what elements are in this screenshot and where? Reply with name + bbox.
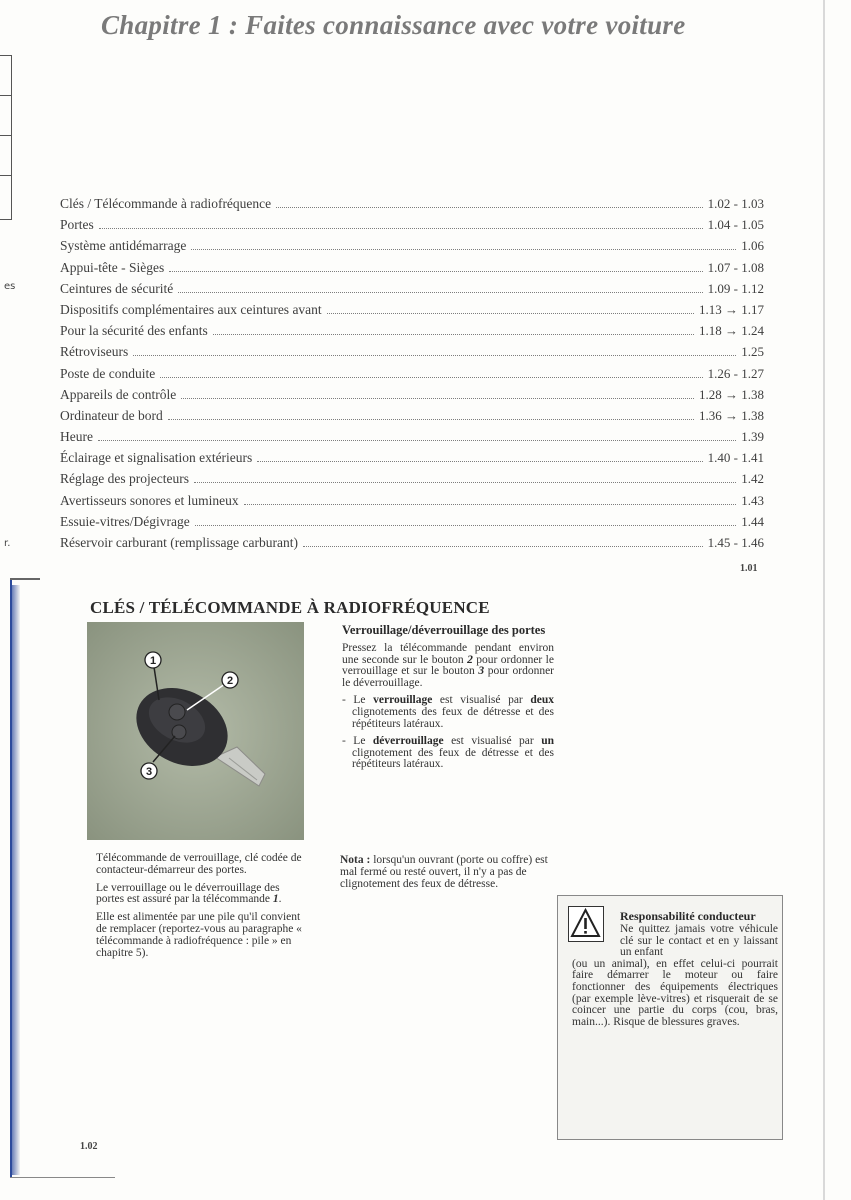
page-shadow (12, 585, 20, 1175)
toc-entry-label: Essuie-vitres/Dégivrage (60, 513, 190, 529)
toc-page-number: 1.01 (740, 563, 758, 574)
toc-entry[interactable] (60, 471, 764, 492)
page-number: 1.02 (80, 1141, 98, 1152)
binding-marks (0, 55, 14, 225)
toc-entry-pages: 1.39 (741, 429, 764, 445)
toc-entry-label: Dispositifs complémentaires aux ceintures avant (60, 301, 322, 317)
callout-2 (222, 672, 238, 688)
toc-entry[interactable] (60, 302, 764, 323)
toc-entry-pages: 1.04 - 1.05 (707, 217, 764, 233)
unlocking-bullet: - Le déverrouillage est visualisé par un clignotement des feux de détresse et des répétiteurs latéraux. (342, 735, 554, 771)
toc-entry-pages: 1.18 → 1.24 (699, 323, 764, 339)
table-of-contents (60, 196, 764, 556)
page-border (10, 578, 12, 1178)
toc-entry-label: Avertisseurs sonores et lumineux (60, 492, 239, 508)
toc-entry[interactable] (60, 429, 764, 450)
toc-entry[interactable] (60, 535, 764, 556)
photo-caption (96, 853, 306, 965)
toc-entry[interactable] (60, 387, 764, 408)
warning-title: Responsabilité conducteur (620, 909, 756, 923)
toc-entry-pages: 1.06 (741, 238, 764, 254)
toc-entry[interactable] (60, 323, 764, 344)
edge-fragment: es (4, 281, 16, 292)
toc-entry-label: Réglage des projecteurs (60, 471, 189, 487)
caption-paragraph: Télécommande de verrouillage, clé codée de contacteur-démarreur des portes. (96, 852, 302, 876)
toc-entry-label: Système antidémarrage (60, 238, 187, 254)
svg-text:1: 1 (149, 655, 157, 667)
locking-bullet: - Le verrouillage est visualisé par deux clignotements des feux de détresse et des répétiteurs latéraux. (342, 694, 554, 730)
toc-entry[interactable] (60, 281, 764, 302)
toc-entry[interactable] (60, 260, 764, 281)
toc-entry[interactable] (60, 514, 764, 535)
callout-3 (141, 763, 157, 779)
svg-text:3: 3 (145, 766, 153, 778)
toc-entry-label: Éclairage et signalisation extérieurs (60, 450, 253, 466)
toc-entry-pages: 1.09 - 1.12 (707, 280, 764, 296)
toc-entry-pages: 1.36 → 1.38 (699, 407, 764, 423)
toc-entry-pages: 1.42 (741, 471, 764, 487)
edge-fragment: r. (4, 538, 11, 549)
page-edge-rule (823, 0, 825, 1200)
warning-text: Ne quittez jamais votre véhicule clé sur le contact et en y laissant un enfant (ou un animal), en effet celui-ci pourrait faire démarrer le moteur ou faire fonctionner des équipements électriques (par exemple lève-vitres) et risquerait de se coincer une partie du corps (cou, bras, main...). Risque de blessures graves. (572, 923, 778, 1028)
toc-entry[interactable] (60, 196, 764, 217)
toc-entry-pages: 1.07 - 1.08 (707, 259, 764, 275)
warning-box (557, 895, 783, 1140)
locking-section (342, 624, 554, 777)
svg-text:2: 2 (226, 675, 234, 687)
toc-entry-label: Appui-tête - Sièges (60, 259, 165, 275)
toc-entry-pages: 1.43 (741, 492, 764, 508)
toc-entry[interactable] (60, 493, 764, 514)
remote-key-photo (87, 622, 304, 840)
toc-entry-pages: 1.28 → 1.38 (699, 386, 764, 402)
toc-entry[interactable] (60, 217, 764, 238)
caption-paragraph: Elle est alimentée par une pile qu'il convient de remplacer (reportez-vous au paragraphe « télécommande à radiofréquence : pile » en chapitre 5). (96, 911, 302, 959)
toc-entry[interactable] (60, 344, 764, 365)
toc-entry-label: Rétroviseurs (60, 344, 129, 360)
section-title: CLÉS / TÉLÉCOMMANDE À RADIOFRÉQUENCE (90, 598, 490, 617)
toc-entry-label: Réservoir carburant (remplissage carburant) (60, 535, 299, 550)
toc-entry-label: Pour la sécurité des enfants (60, 323, 208, 339)
toc-entry-pages: 1.26 - 1.27 (707, 365, 764, 381)
toc-entry-pages: 1.45 - 1.46 (707, 535, 764, 550)
toc-entry-label: Appareils de contrôle (60, 386, 177, 402)
toc-entry-label: Ceintures de sécurité (60, 280, 174, 296)
toc-entry-pages: 1.13 → 1.17 (699, 301, 764, 317)
toc-entry[interactable] (60, 450, 764, 471)
toc-entry[interactable] (60, 238, 764, 259)
callout-1 (145, 652, 161, 668)
toc-entry-label: Ordinateur de bord (60, 407, 163, 423)
toc-entry-label: Poste de conduite (60, 365, 156, 381)
locking-paragraph: Pressez la télécommande pendant environ une seconde sur le bouton 2 pour ordonner le verrouillage et sur le bouton 3 pour ordonner le déverrouillage. (342, 642, 555, 689)
toc-entry-label: Portes (60, 217, 94, 233)
locking-heading: Verrouillage/déverrouillage des portes (342, 623, 546, 637)
toc-entry[interactable] (60, 408, 764, 429)
toc-entry-pages: 1.25 (741, 344, 764, 360)
toc-entry-label: Clés / Télécommande à radiofréquence (60, 196, 272, 211)
toc-entry-label: Heure (60, 429, 93, 445)
toc-entry[interactable] (60, 366, 764, 387)
toc-entry-pages: 1.40 - 1.41 (707, 450, 764, 466)
toc-entry-pages: 1.44 (741, 513, 764, 529)
note-paragraph: Nota : lorsqu'un ouvrant (porte ou coffre) est mal fermé ou resté ouvert, il n'y a pas de clignotement des feux de détresse. (340, 854, 548, 890)
caption-paragraph: Le verrouillage ou le déverrouillage des portes est assuré par la télécommande 1. (96, 881, 282, 906)
toc-entry-pages: 1.02 - 1.03 (707, 196, 764, 211)
chapter-title: Chapitre 1 : Faites connaissance avec votre voiture (101, 10, 686, 40)
